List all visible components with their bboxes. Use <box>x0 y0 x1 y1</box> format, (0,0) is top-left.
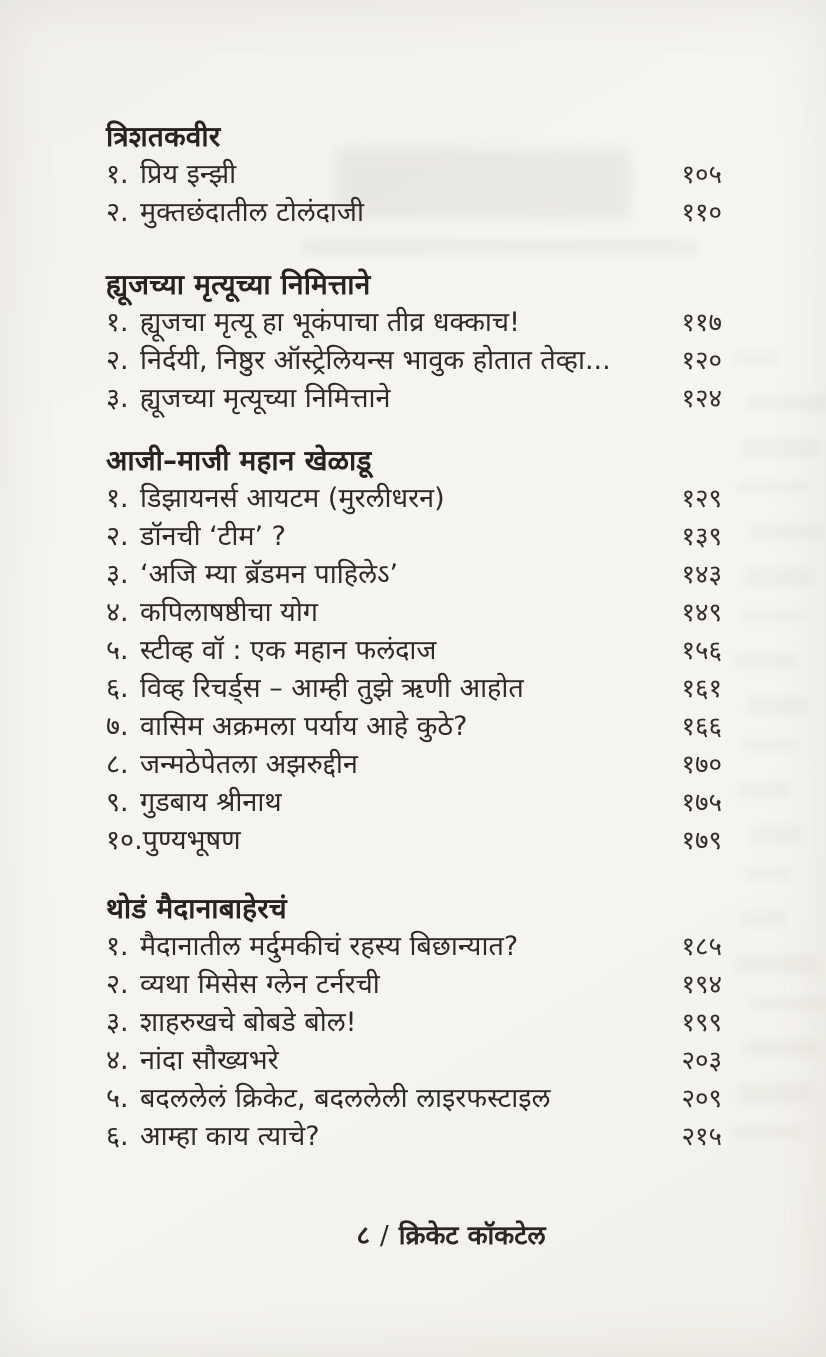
bleed-through-ghost <box>749 524 822 540</box>
toc-entry <box>106 670 722 708</box>
bleed-through-ghost <box>733 352 778 364</box>
entry-title: ह्यूजच्या मृत्यूच्या निमित्ताने <box>140 383 391 414</box>
entry-number: १. <box>106 307 129 338</box>
bleed-through-ghost <box>745 868 794 880</box>
toc-entry <box>106 518 722 556</box>
entry-page-number: १४९ <box>681 598 722 628</box>
bleed-through-ghost <box>740 911 786 927</box>
entry-page-number: १६६ <box>681 712 722 742</box>
section-heading: आजी–माजी महान खेळाडू <box>106 444 372 477</box>
entry-page-number: १२४ <box>681 384 722 414</box>
bleed-through-ghost <box>735 954 818 974</box>
entry-page-number: १२० <box>681 346 722 376</box>
entry-page-number: १४३ <box>681 560 722 590</box>
bleed-through-ghost <box>742 739 800 751</box>
entry-number: १. <box>106 931 129 962</box>
toc-entry <box>106 746 722 784</box>
toc-entry <box>106 1042 722 1080</box>
bleed-through-ghost <box>734 653 798 669</box>
footer-separator: / <box>379 1221 389 1251</box>
entry-number: ४. <box>106 1045 129 1076</box>
entry-number: १. <box>106 159 129 190</box>
entry-page-number: १९९ <box>681 1008 722 1038</box>
entry-page-number: ११० <box>681 198 722 228</box>
toc-entry <box>106 156 722 194</box>
bleed-through-ghost <box>744 567 814 587</box>
toc-section <box>106 266 722 418</box>
bleed-through-ghost <box>743 1040 820 1056</box>
toc-entry <box>106 304 722 342</box>
entry-title: ‘अजि म्या ब्रॅडमन पाहिलेऽ’ <box>140 559 399 590</box>
toc-section <box>106 442 722 860</box>
entry-page-number: १७० <box>681 750 722 780</box>
bleed-through-ghost <box>738 1083 812 1103</box>
entry-title: कपिलाषष्ठीचा योग <box>140 597 319 628</box>
entry-page-number: १७५ <box>681 788 722 818</box>
toc-entry <box>106 822 722 860</box>
entry-title: गुडबाय श्रीनाथ <box>140 787 282 818</box>
toc-entry <box>106 784 722 822</box>
section-heading: थोडं मैदानाबाहेरचं <box>106 892 287 925</box>
entry-page-number: १७९ <box>681 826 722 856</box>
entry-title: जन्मठेपेतला अझरुद्दीन <box>140 749 358 780</box>
bleed-through-ghost <box>736 481 812 493</box>
entry-title: डॉनची ‘टीम’ ? <box>140 521 286 552</box>
entry-title: डिझायनर्स आयटम (मुरलीधरन) <box>140 483 445 514</box>
section-entries <box>106 928 722 1156</box>
entry-number: १. <box>106 483 129 514</box>
entry-title: ह्यूजचा मृत्यू हा भूकंपाचा तीव्र धक्काच! <box>140 307 520 338</box>
toc-entry <box>106 380 722 418</box>
entry-number: ७. <box>106 711 129 742</box>
entry-title: स्टीव्ह वॉ : एक महान फलंदाज <box>140 635 437 666</box>
entry-title: शाहरुखचे बोबडे बोल! <box>140 1007 357 1038</box>
toc-entry <box>106 480 722 518</box>
entry-page-number: २०९ <box>681 1084 722 1114</box>
bleed-through-ghost <box>747 696 808 716</box>
book-title: क्रिकेट कॉकटेल <box>398 1221 546 1251</box>
entry-page-number: ११७ <box>681 308 722 338</box>
entry-page-number: १३९ <box>681 522 722 552</box>
entry-number: ६. <box>106 1121 129 1152</box>
toc-entry <box>106 594 722 632</box>
entry-number: ५. <box>106 635 129 666</box>
entry-page-number: २०३ <box>681 1046 722 1076</box>
toc-section <box>106 890 722 1156</box>
entry-number: ३. <box>106 1007 129 1038</box>
entry-title: विव्ह रिचर्ड्स – आम्ही तुझे ऋणी आहोत <box>140 673 524 704</box>
toc-entry <box>106 194 722 232</box>
bleed-through-ghost <box>739 610 806 622</box>
entry-title: आम्हा काय त्याचे? <box>140 1121 320 1152</box>
entry-number: २. <box>106 521 129 552</box>
bleed-through-ghost <box>750 825 802 845</box>
entry-number: ३. <box>106 559 129 590</box>
toc-entry <box>106 632 722 670</box>
folio-page-number: ८ <box>356 1221 370 1251</box>
section-heading: ह्यूजच्या मृत्यूच्या निमित्ताने <box>106 268 371 301</box>
toc-entry <box>106 1080 722 1118</box>
entry-number: २. <box>106 197 129 228</box>
toc-section <box>106 118 722 232</box>
entry-page-number: १९४ <box>681 970 722 1000</box>
section-entries <box>106 304 722 418</box>
toc-entry <box>106 928 722 966</box>
toc-entry <box>106 708 722 746</box>
entry-title: मुक्तछंदातील टोलंदाजी <box>140 197 364 228</box>
bleed-through-ghost <box>748 997 826 1009</box>
entry-title: नांदा सौख्यभरे <box>140 1045 279 1076</box>
entry-page-number: २१५ <box>681 1122 722 1152</box>
toc-entry <box>106 1004 722 1042</box>
toc-entry <box>106 966 722 1004</box>
section-entries <box>106 480 722 860</box>
entry-number: ६. <box>106 673 129 704</box>
entry-title: वासिम अक्रमला पर्याय आहे कुठे? <box>140 711 468 742</box>
entry-page-number: १०५ <box>681 160 722 190</box>
entry-title: प्रिय इन्झी <box>140 159 237 190</box>
entry-page-number: १५६ <box>681 636 722 666</box>
toc-entry <box>106 556 722 594</box>
entry-page-number: १२९ <box>681 484 722 514</box>
bleed-through-ghost <box>733 1126 804 1138</box>
entry-title: पुण्यभूषण <box>142 825 241 856</box>
entry-page-number: १६१ <box>681 674 722 704</box>
entry-number: २. <box>106 345 129 376</box>
entry-number: १०. <box>106 825 143 856</box>
table-of-contents <box>106 118 722 1156</box>
entry-title: मैदानातील मर्दुमकीचं रहस्य बिछान्यात? <box>140 931 519 962</box>
page-footer <box>38 1216 826 1252</box>
section-heading: त्रिशतकवीर <box>106 120 221 153</box>
section-entries <box>106 156 722 232</box>
bleed-through-ghost <box>737 782 792 798</box>
entry-page-number: १८५ <box>681 932 722 962</box>
entry-number: ८. <box>106 749 129 780</box>
bleed-through-ghost <box>746 395 826 411</box>
toc-entry <box>106 342 722 380</box>
entry-title: बदललेलं क्रिकेट, बदललेली लाइरफस्टाइल <box>140 1083 551 1114</box>
entry-title: व्यथा मिसेस ग्लेन टर्नरची <box>140 969 380 1000</box>
entry-number: ३. <box>106 383 129 414</box>
entry-number: ५. <box>106 1083 129 1114</box>
toc-entry <box>106 1118 722 1156</box>
entry-number: ९. <box>106 787 129 818</box>
entry-number: २. <box>106 969 129 1000</box>
entry-title: निर्दयी, निष्ठुर ऑस्ट्रेलियन्स भावुक होतात तेव्हा... <box>140 345 611 376</box>
bleed-through-ghost <box>741 438 820 458</box>
entry-number: ४. <box>106 597 129 628</box>
